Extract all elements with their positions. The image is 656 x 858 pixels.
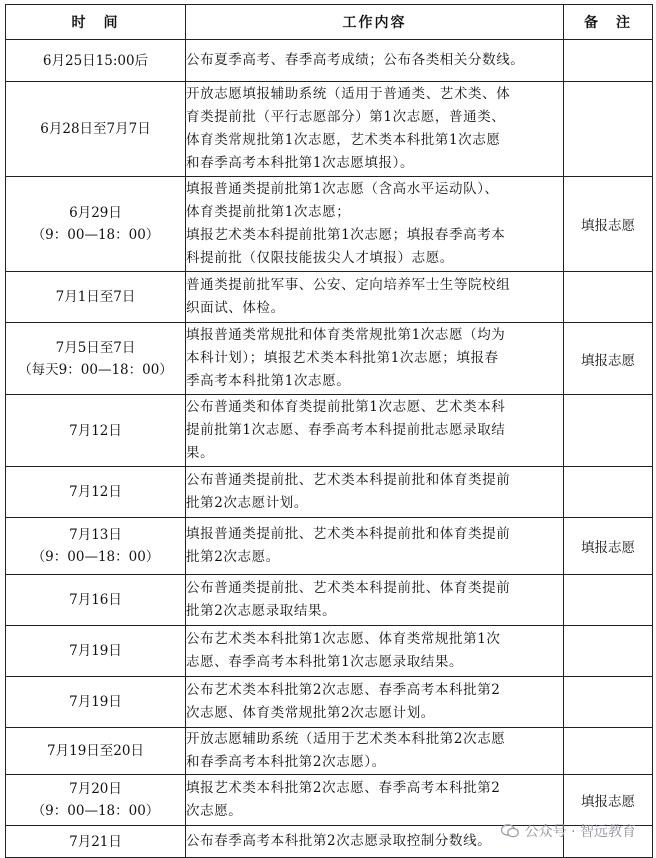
time-cell (6, 177, 186, 272)
note-cell (564, 575, 653, 626)
content-line: 织面试、体检。 (186, 300, 285, 316)
content-cell (186, 467, 564, 518)
time-line: 7月21日 (69, 833, 122, 850)
note-cell (564, 40, 653, 82)
note-cell (564, 395, 653, 467)
content-cell (186, 728, 564, 775)
content-line: 公布夏季高考、春季高考成绩；公布各类相关分数线。 (186, 52, 525, 68)
header-time: 时 间 (6, 5, 186, 40)
content-line: 次志愿、体育类常规批第2次志愿计划。 (186, 705, 435, 721)
note-cell: 填报志愿 (564, 177, 653, 272)
content-line: 和春季高考本科批第1次志愿填报）。 (186, 155, 415, 171)
note-cell: 填报志愿 (564, 518, 653, 575)
content-line: 志愿、春季高考本科批第1次志愿录取结果。 (186, 654, 464, 670)
time-line: 7月19日至20日 (47, 743, 144, 759)
time-line: 7月16日 (69, 592, 122, 608)
content-line: 体育类提前批第1次志愿； (186, 204, 351, 220)
content-cell (186, 177, 564, 272)
content-line: 填报普通类提前批第1次志愿（含高水平运动队）、 (186, 181, 499, 197)
note-cell: 填报志愿 (564, 775, 653, 826)
content-line: 公布艺术类本科批第1次志愿、体育类常规批第1次 (186, 631, 501, 647)
table-row (6, 575, 653, 626)
header-row (6, 5, 653, 40)
note-cell (564, 728, 653, 775)
time-line: （9：00—18：00） (31, 803, 160, 819)
table-row (6, 82, 653, 177)
content-cell (186, 575, 564, 626)
time-line: （9：00—18：00） (31, 227, 160, 243)
content-line: 体育类常规批第1次志愿，艺术类本科批第1次志愿 (186, 132, 501, 148)
content-line: 公布普通类提前批、艺术类本科提前批、体育类提前 (186, 580, 511, 596)
content-line: 季高考本科批第1次志愿。 (186, 373, 351, 389)
note-cell (564, 677, 653, 728)
table-row (6, 677, 653, 728)
content-cell (186, 40, 564, 82)
time-cell (6, 677, 186, 728)
time-cell (6, 467, 186, 518)
content-line: 次志愿。 (186, 803, 243, 819)
note-cell (564, 82, 653, 177)
content-line: 填报普通类常规批和体育类常规批第1次志愿（均为 (186, 327, 506, 343)
time-cell (6, 575, 186, 626)
content-cell (186, 626, 564, 677)
content-line: 公布艺术类本科批第2次志愿、春季高考本科批第2 (186, 682, 501, 698)
time-cell (6, 518, 186, 575)
content-line: 公布春季高考本科批第2次志愿录取控制分数线。 (186, 833, 492, 849)
schedule-table (5, 4, 653, 858)
table-row (6, 518, 653, 575)
content-line: 普通类提前批军事、公安、定向培养军士生等院校组 (186, 277, 511, 293)
time-line: 7月12日 (69, 422, 122, 439)
table-row (6, 467, 653, 518)
time-line: 7月5日至7日 (55, 339, 136, 356)
time-line: 7月12日 (69, 484, 122, 500)
content-cell (186, 82, 564, 177)
content-cell (186, 775, 564, 826)
time-line: 7月13日 (69, 527, 122, 543)
table-row (6, 728, 653, 775)
table-row (6, 40, 653, 82)
header-content: 工作内容 (186, 5, 564, 40)
content-cell (186, 518, 564, 575)
time-cell (6, 323, 186, 395)
time-cell (6, 626, 186, 677)
content-cell (186, 677, 564, 728)
note-cell (564, 467, 653, 518)
table-row (6, 323, 653, 395)
time-line: （每天9：00—18：00） (18, 361, 173, 378)
content-line: 和春季高考本科批第2次志愿）。 (186, 754, 386, 770)
time-cell (6, 272, 186, 323)
time-line: 6月28日至7月7日 (40, 121, 151, 137)
time-line: 7月19日 (69, 694, 122, 710)
content-line: 批第2次志愿。 (186, 549, 280, 565)
content-line: 本科计划）；填报艺术类本科批第1次志愿；填报春 (186, 350, 499, 366)
table-row (6, 395, 653, 467)
content-line: 批第2次志愿计划。 (186, 495, 308, 511)
content-line: 填报艺术类本科批第2次志愿、春季高考本科批第2 (186, 780, 501, 796)
table-row (6, 775, 653, 826)
content-line: 科提前批（仅限技能拔尖人才填报）志愿。 (186, 250, 454, 266)
content-cell (186, 395, 564, 467)
time-line: 7月1日至7日 (55, 289, 136, 305)
time-line: 6月25日15:00后 (42, 52, 149, 69)
note-cell (564, 626, 653, 677)
time-line: 7月20日 (69, 781, 122, 797)
content-line: 填报普通类提前批、艺术类本科提前批和体育类提前 (186, 526, 511, 542)
content-line: 育类提前批（平行志愿部分）第1次志愿，普通类、 (186, 109, 506, 125)
content-line: 开放志愿填报辅助系统（适用于普通类、艺术类、体 (186, 86, 511, 102)
watermark (501, 821, 636, 841)
watermark-text: 公众号 · 智远教育 (524, 824, 636, 840)
time-line: 6月29日 (69, 205, 122, 221)
time-cell (6, 82, 186, 177)
time-cell (6, 728, 186, 775)
wechat-icon (501, 824, 519, 838)
content-cell (186, 272, 564, 323)
table-row (6, 626, 653, 677)
content-line: 批第2次志愿录取结果。 (186, 603, 337, 619)
content-cell (186, 323, 564, 395)
time-cell (6, 395, 186, 467)
content-line: 提前批第1次志愿、春季高考本科提前批志愿录取结 (186, 422, 506, 438)
content-line: 果。 (186, 445, 215, 461)
time-line: （9：00—18：00） (31, 549, 160, 565)
header-note: 备 注 (564, 5, 653, 40)
content-line: 公布普通类提前批、艺术类本科提前批和体育类提前 (186, 472, 511, 488)
time-cell (6, 40, 186, 82)
content-line: 填报艺术类本科提前批第1次志愿；填报春季高考本 (186, 227, 506, 243)
table-row (6, 272, 653, 323)
time-cell (6, 775, 186, 826)
content-line: 公布普通类和体育类提前批第1次志愿、艺术类本科 (186, 399, 506, 415)
note-cell (564, 272, 653, 323)
time-cell (6, 826, 186, 858)
content-line: 开放志愿辅助系统（适用于艺术类本科批第2次志愿 (186, 731, 506, 747)
note-cell: 填报志愿 (564, 323, 653, 395)
table-row (6, 177, 653, 272)
time-line: 7月19日 (69, 643, 122, 659)
